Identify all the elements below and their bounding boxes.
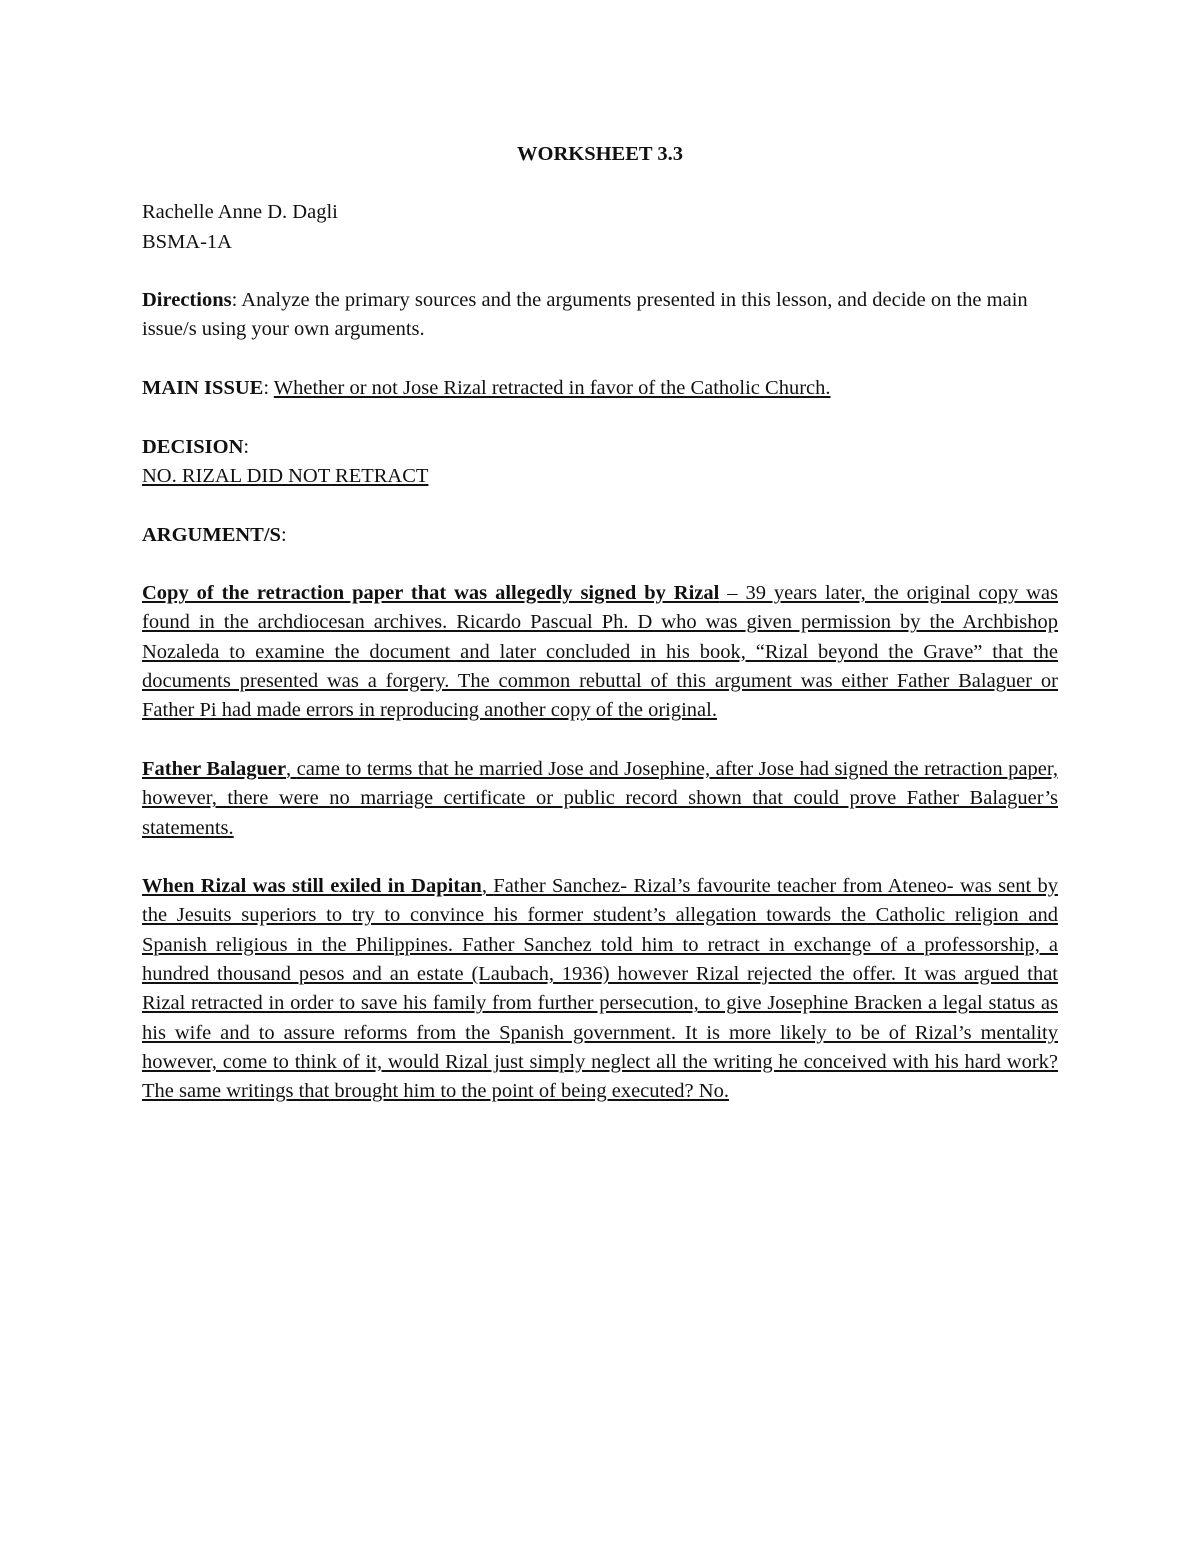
decision-text: NO. RIZAL DID NOT RETRACT [142, 464, 429, 487]
directions-label: Directions [142, 289, 232, 312]
main-issue-text: Whether or not Jose Rizal retracted in favor of the Catholic Church. [273, 377, 831, 400]
page-title: WORKSHEET 3.3 [517, 143, 683, 165]
argument-heading: When Rizal was still exiled in Dapitan [142, 875, 482, 898]
argument-paragraph [142, 872, 1058, 1106]
arguments-heading: ARGUMENT/S: [142, 523, 287, 546]
argument-separator: , [286, 757, 297, 780]
argument-heading: Father Balaguer [142, 757, 287, 780]
main-issue-paragraph: MAIN ISSUE: Whether or not Jose Rizal retracted in favor of the Catholic Church. [142, 377, 831, 400]
argument-heading: Copy of the retraction paper that was allegedly signed by Rizal [142, 582, 720, 605]
argument-text: 39 years later, the original copy was found in the archdiocesan archives. Ricardo Pascual Ph. D who was given permission by the Archbishop Nozaleda to examine the document and later concluded in his book, “Rizal beyond the Grave” that the documents presented was a forgery. The common rebuttal of this argument was either Father Balaguer or Father Pi had made errors in reproducing another copy of the original. [142, 582, 1059, 722]
student-section: BSMA-1A [142, 230, 232, 253]
argument-text: came to terms that he married Jose and Josephine, after Jose had signed the retraction paper, however, there were no marriage certificate or public record shown that could prove Father Balaguer’s statements. [142, 757, 1058, 839]
student-name: Rachelle Anne D. Dagli [142, 201, 338, 224]
argument-paragraph [142, 579, 1058, 725]
directions-text: Analyze the primary sources and the arguments presented in this lesson, and decide on the main issue/s using your own arguments. [142, 289, 1028, 341]
argument-text: Father Sanchez- Rizal’s favourite teacher from Ateneo- was sent by the Jesuits superiors to try to convince his former student’s allegation towards the Catholic religion and Spanish religious in the Philippines. Father Sanchez told him to retract in exchange of a professorship, a hundred thousand pesos and an estate (Laubach, 1936) however Rizal rejected the offer. It was argued that Rizal retracted in order to save his family from further persecution, to give Josephine Bracken a legal status as his wife and to assure reforms from the Spanish government. It is more likely to be of Rizal’s mentality however, come to think of it, would Rizal just simply neglect all the writing he conceived with his hard work? The same writings that brought him to the point of being executed? No. [142, 875, 1059, 1103]
decision-paragraph [142, 462, 1058, 491]
directions-paragraph: Directions: Analyze the primary sources and the arguments presented in this lesson, and decide on the main issue/s using your own arguments. [142, 289, 1028, 341]
argument-separator: , [481, 875, 494, 898]
argument-separator: – [719, 582, 746, 605]
arguments-label: ARGUMENT/S [142, 523, 281, 546]
argument-paragraph [142, 755, 1058, 843]
main-issue-label: MAIN ISSUE [142, 377, 264, 400]
decision-label: DECISION [142, 435, 244, 458]
decision-heading: DECISION: [142, 435, 250, 458]
worksheet-page [142, 140, 1058, 1107]
